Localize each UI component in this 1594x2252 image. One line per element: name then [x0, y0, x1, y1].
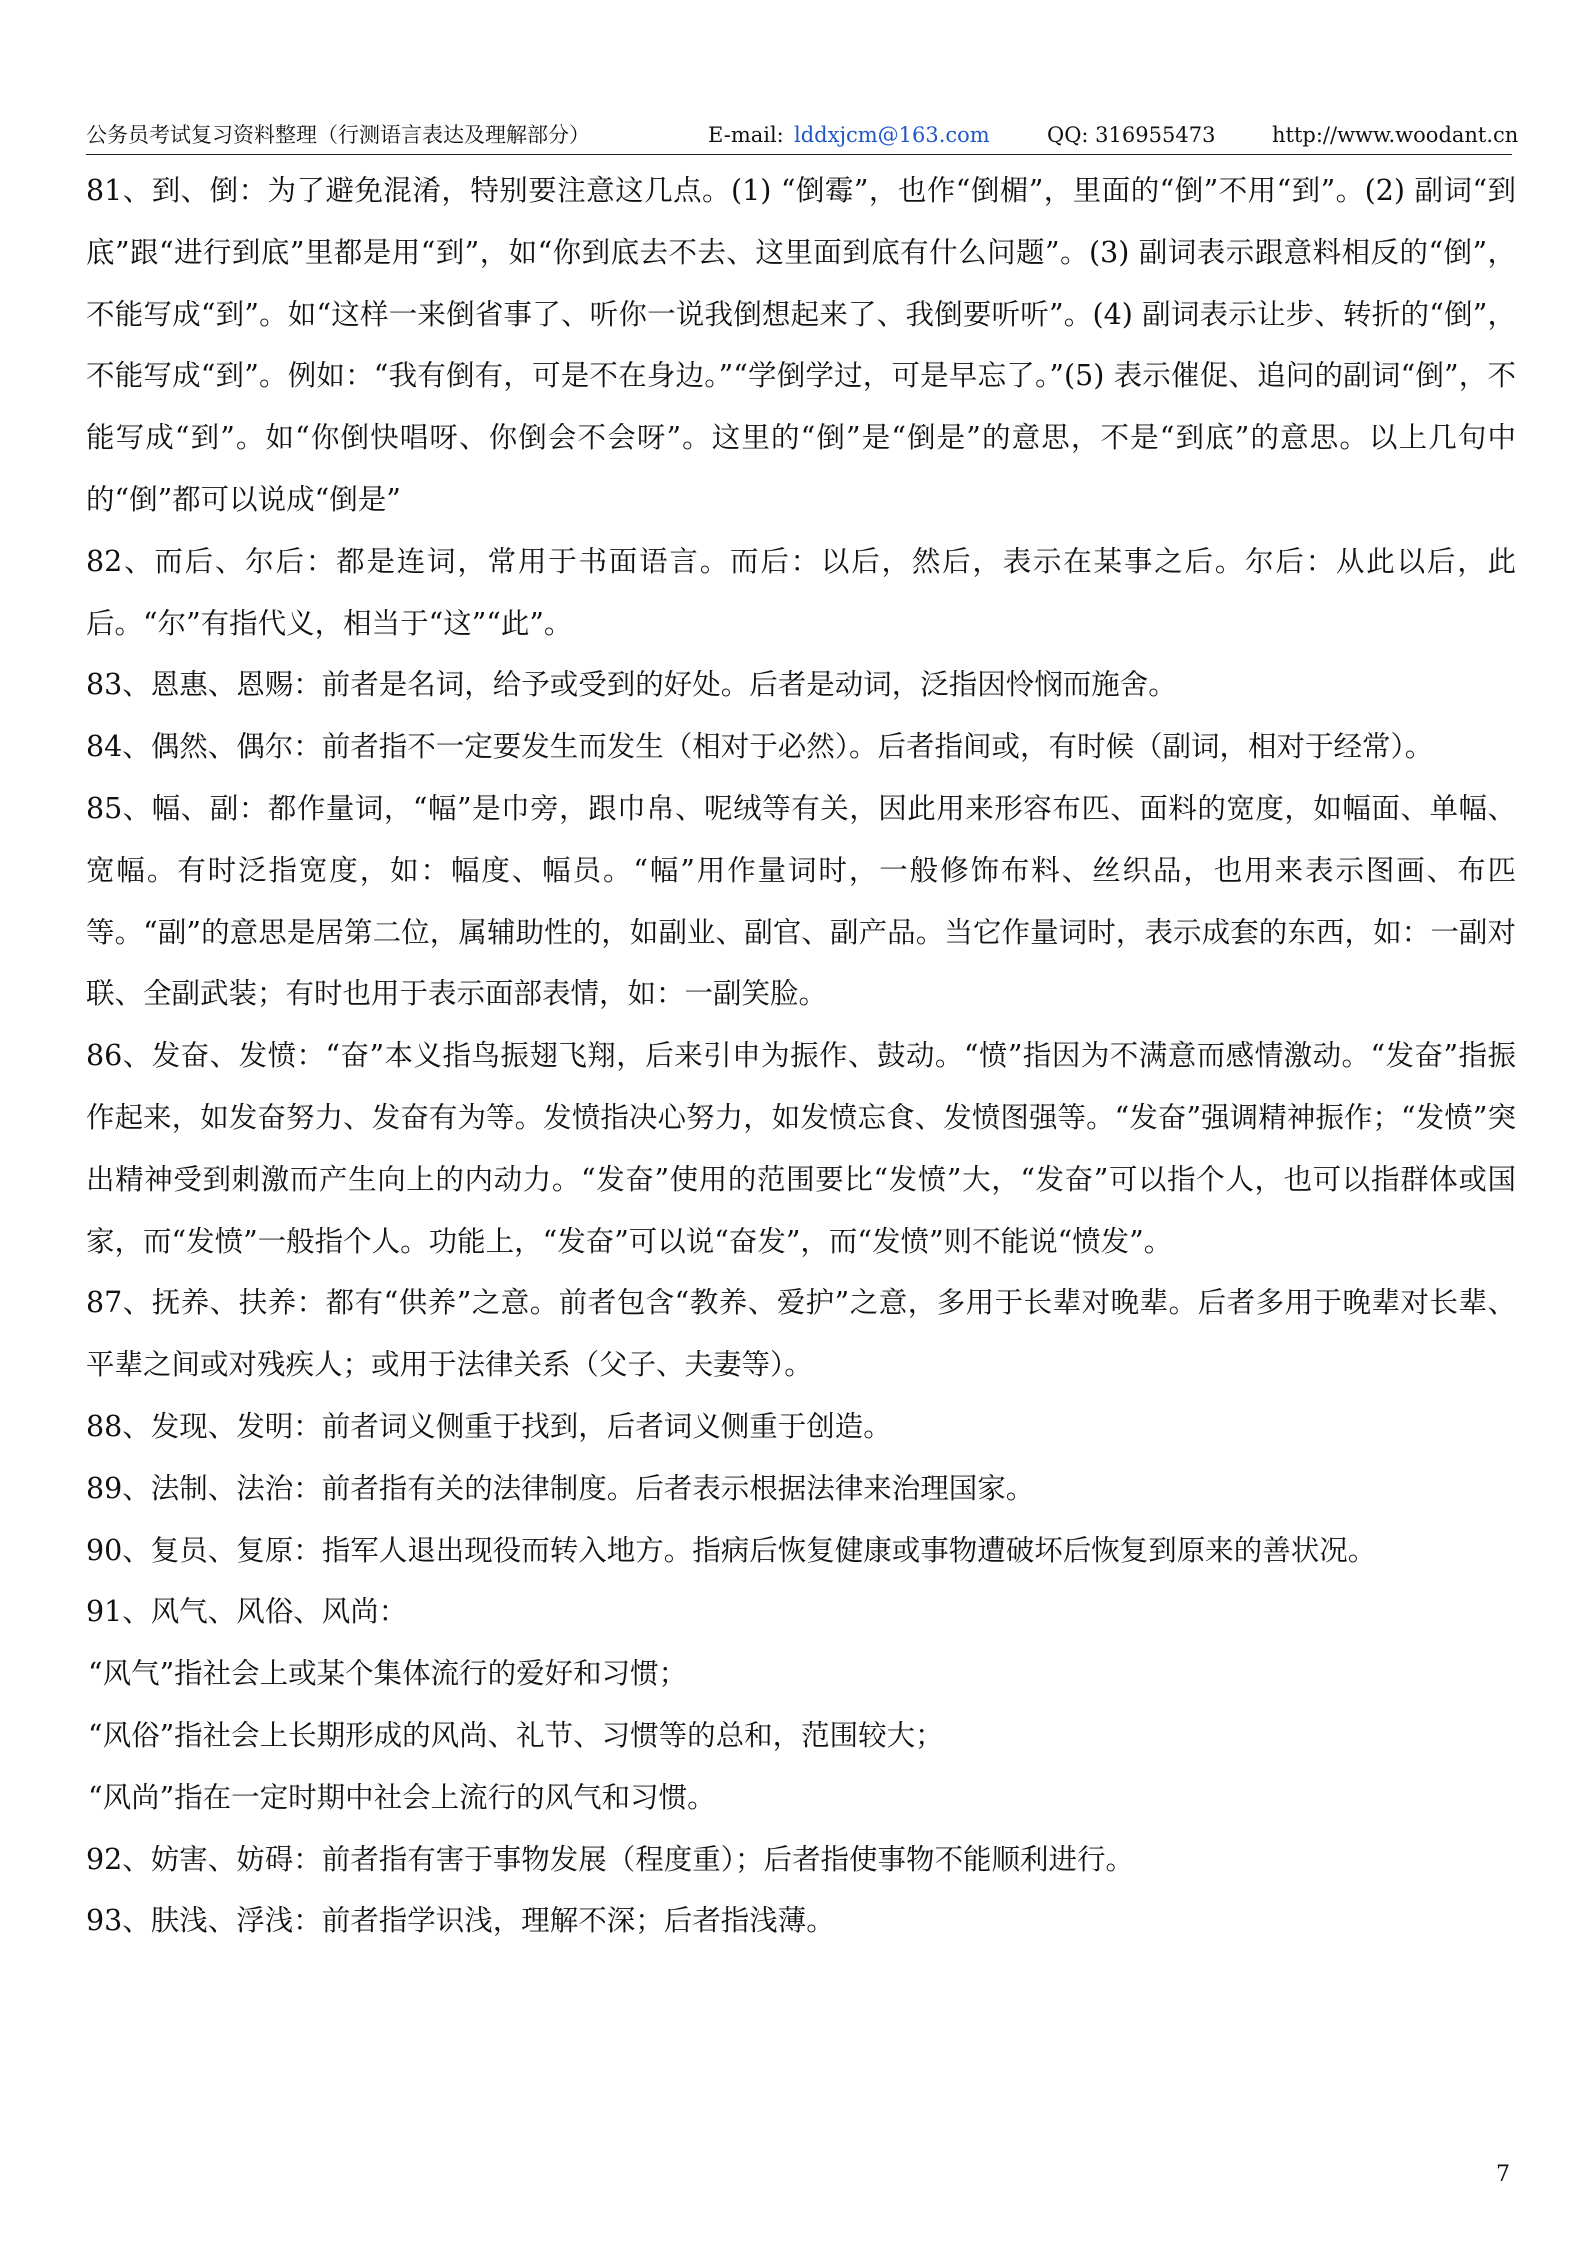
- page-number: 7: [1496, 2162, 1510, 2187]
- page-header: [86, 116, 1519, 155]
- entry-82: 82、而后、尔后：都是连词，常用于书面语言。而后：以后，然后，表示在某事之后。尔后：从此以后，此后。“尔”有指代义，相当于“这”“此”。: [86, 544, 1516, 640]
- entry-88: 88、发现、发明：前者词义侧重于找到，后者词义侧重于创造。: [86, 1409, 892, 1443]
- header-title: 公务员考试复习资料整理（行测语言表达及理解部分）: [86, 123, 590, 147]
- entry-86: 86、发奋、发愤：“奋”本义指鸟振翅飞翔，后来引申为振作、鼓动。“愤”指因为不满意而感情激动。“发奋”指振作起来，如发奋努力、发奋有为等。发愤指决心努力，如发愤忘食、发愤图强等。“发奋”强调精神振作；“发愤”突出精神受到刺激而产生向上的内动力。“发奋”使用的范围要比“发愤”大，“发奋”可以指个人，也可以指群体或国家，而“发愤”一般指个人。功能上，“发奋”可以说“奋发”，而“发愤”则不能说“愤发”。: [86, 1039, 1516, 1258]
- entry-93: 93、肤浅、浮浅：前者指学识浅，理解不深；后者指浅薄。: [86, 1904, 835, 1938]
- header-qq: QQ: 316955473: [1047, 123, 1216, 147]
- header-url[interactable]: http://www.woodant.cn: [1272, 123, 1519, 147]
- entry-91-fengsu: “风俗”指社会上长期形成的风尚、礼节、习惯等的总和，范围较大；: [88, 1718, 944, 1752]
- entry-85: 85、幅、副：都作量词，“幅”是巾旁，跟巾帛、呢绒等有关，因此用来形容布匹、面料的宽度，如幅面、单幅、宽幅。有时泛指宽度，如：幅度、幅员。“幅”用作量词时，一般修饰布料、丝织品，也用来表示图画、布匹等。“副”的意思是居第二位，属辅助性的，如副业、副官、副产品。当它作量词时，表示成套的东西，如：一副对联、全副武装；有时也用于表示面部表情，如：一副笑脸。: [86, 791, 1516, 1011]
- entry-92: 92、妨害、妨碍：前者指有害于事物发展（程度重）；后者指使事物不能顺利进行。: [86, 1842, 1135, 1876]
- entry-91-fengqi: “风气”指社会上或某个集体流行的爱好和习惯；: [88, 1657, 688, 1691]
- entry-90: 90、复员、复原：指军人退出现役而转入地方。指病后恢复健康或事物遭破坏后恢复到原来的善状况。: [86, 1533, 1377, 1567]
- entry-84: 84、偶然、偶尔：前者指不一定要发生而发生（相对于必然）。后者指间或，有时候（副词，相对于经常）。: [86, 730, 1434, 764]
- entry-83: 83、恩惠、恩赐：前者是名词，给予或受到的好处。后者是动词，泛指因怜悯而施舍。: [86, 668, 1177, 702]
- entry-89: 89、法制、法治：前者指有关的法律制度。后者表示根据法律来治理国家。: [86, 1471, 1035, 1505]
- header-email-link[interactable]: lddxjcm@163.com: [794, 123, 990, 147]
- entry-81: 81、到、倒：为了避免混淆，特别要注意这几点。(1) “倒霉”，也作“倒楣”，里面的“倒”不用“到”。(2) 副词“到底”跟“进行到底”里都是用“到”，如“你到底去不去、这里面到底有什么问题”。(3) 副词表示跟意料相反的“倒”，不能写成“到”。如“这样一来倒省事了、听你一说我倒想起来了、我倒要听听”。(4) 副词表示让步、转折的“倒”，不能写成“到”。例如：“我有倒有，可是不在身边。”“学倒学过，可是早忘了。”(5) 表示催促、追问的副词“倒”，不能写成“到”。如“你倒快唱呀、你倒会不会呀”。这里的“倒”是“倒是”的意思，不是“到底”的意思。以上几句中的“倒”都可以说成“倒是”: [86, 174, 1516, 516]
- entry-91: 91、风气、风俗、风尚：: [86, 1595, 408, 1629]
- header-email-label: E-mail:: [708, 123, 784, 147]
- page-body: [86, 160, 1516, 1952]
- entry-91-fengshang: “风尚”指在一定时期中社会上流行的风气和习惯。: [88, 1780, 716, 1814]
- entry-87: 87、抚养、扶养：都有“供养”之意。前者包含“教养、爱护”之意，多用于长辈对晚辈。后者多用于晚辈对长辈、平辈之间或对残疾人；或用于法律关系（父子、夫妻等）。: [86, 1286, 1516, 1382]
